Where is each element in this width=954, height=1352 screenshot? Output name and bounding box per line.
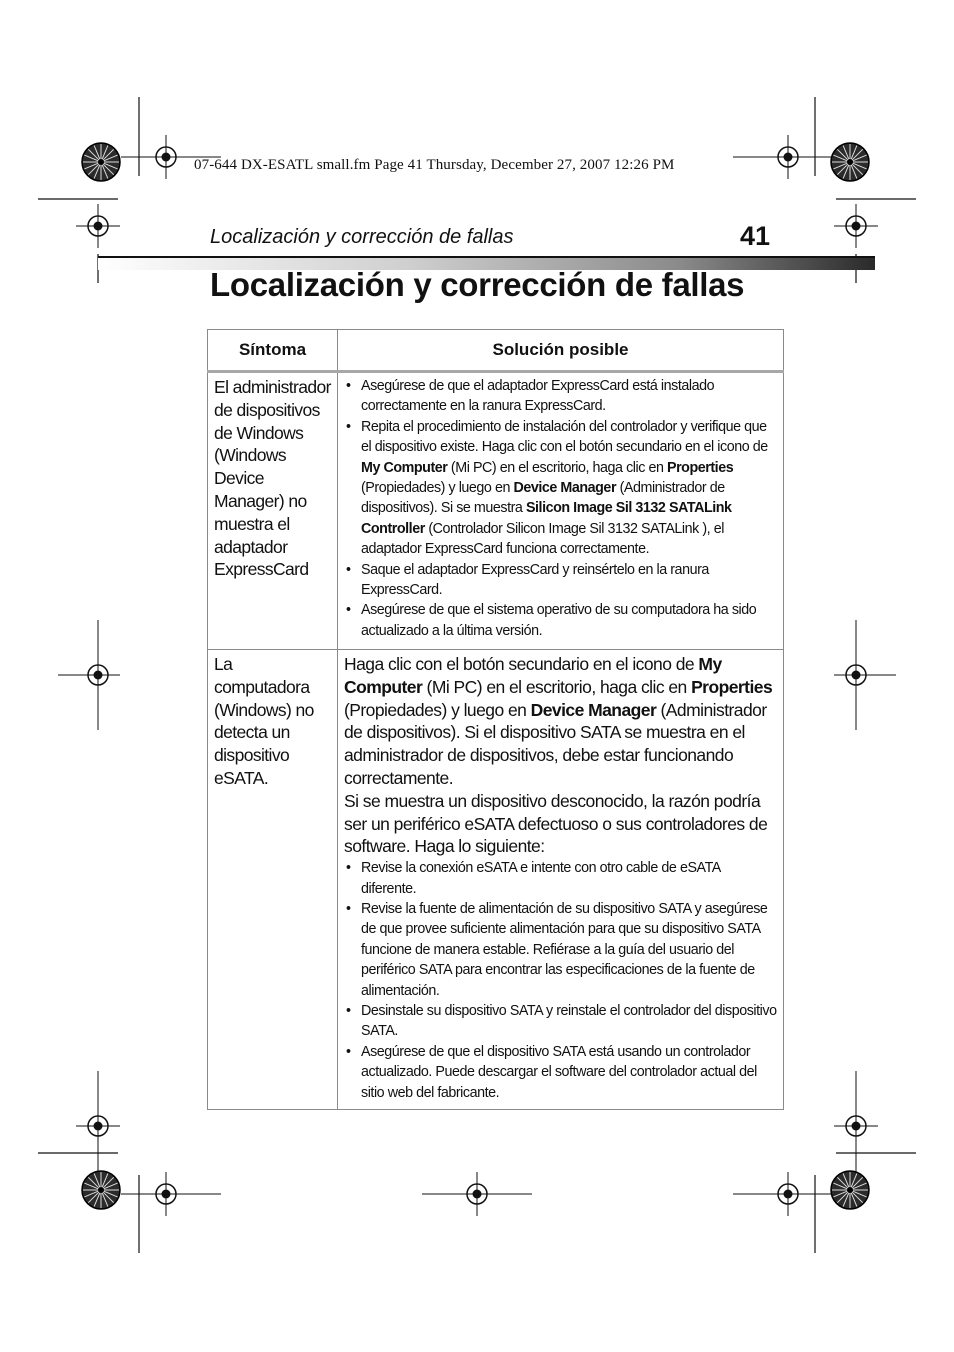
page-number: 41: [740, 221, 771, 251]
table-row: [208, 650, 784, 1110]
table-row: [208, 372, 784, 650]
solution-cell: [338, 650, 784, 1110]
header-rule-line: [98, 256, 875, 258]
running-header: Localización y corrección de fallas: [210, 226, 514, 248]
solution-list: [344, 858, 777, 1103]
page-title: Localización y corrección de fallas: [210, 266, 745, 303]
troubleshooting-table: [207, 329, 784, 1110]
list-item: • Revise la conexión eSATA e intente con otro cable de eSATA diferente.: [344, 858, 777, 899]
list-item: • Asegúrese de que el dispositivo SATA está usando un controlador actualizado. Puede descargar el software del controlador actual del sitio web del fabricante.: [344, 1042, 777, 1103]
list-item: • Asegúrese de que el adaptador ExpressCard está instalado correctamente en la ranura ExpressCard.: [344, 376, 777, 417]
list-item: • Revise la fuente de alimentación de su dispositivo SATA y asegúrese de que provee suficiente alimentación para que su dispositivo SATA funcione de manera estable. Refiérase a la guía del usuario del periférico SATA para encontrar las especificaciones de la fuente de alimentación.: [344, 899, 777, 1001]
symptom-cell: El administrador de dispositivos de Windows (Windows Device Manager) no muestra el adaptador ExpressCard: [208, 372, 338, 650]
list-item: • Saque el adaptador ExpressCard y reinsértelo en la ranura ExpressCard.: [344, 560, 777, 601]
column-header-symptom: Síntoma: [208, 330, 338, 372]
column-header-solution: Solución posible: [338, 330, 784, 372]
solution-list: [344, 376, 777, 641]
print-slug-line: 07-644 DX-ESATL small.fm Page 41 Thursday, December 27, 2007 12:26 PM: [194, 157, 675, 173]
list-item: • Asegúrese de que el sistema operativo de su computadora ha sido actualizado a la última versión.: [344, 600, 777, 641]
solution-paragraph: Si se muestra un dispositivo desconocido, la razón podría ser un periférico eSATA defectuoso o sus controladores de software. Haga lo siguiente:: [344, 790, 768, 857]
symptom-cell: La computadora (Windows) no detecta un dispositivo eSATA.: [208, 650, 338, 1110]
list-item: • Desinstale su dispositivo SATA y reinstale el controlador del dispositivo SATA.: [344, 1001, 777, 1042]
solution-paragraph: Haga clic con el botón secundario en el icono de My Computer (Mi PC) en el escritorio, haga clic en Properties (Propiedades) y luego en Device Manager (Administrador de dispositivos). Si el dispositivo SATA se muestra en el administrador de dispositivos, debe estar funcionando correctamente.: [344, 654, 773, 788]
list-item: • Repita el procedimiento de instalación del controlador y verifique que el dispositivo existe. Haga clic con el botón secundario en el icono de My Computer (Mi PC) en el escritorio, haga clic en Properties (Propiedades) y luego en Device Manager (Administrador de dispositivos). Si se muestra Silicon Image Sil 3132 SATALink Controller (Controlador Silicon Image Sil 3132 SATALink ), el adaptador ExpressCard funciona correctamente.: [344, 417, 777, 560]
table-header-row: [208, 330, 784, 372]
solution-cell: [338, 372, 784, 650]
